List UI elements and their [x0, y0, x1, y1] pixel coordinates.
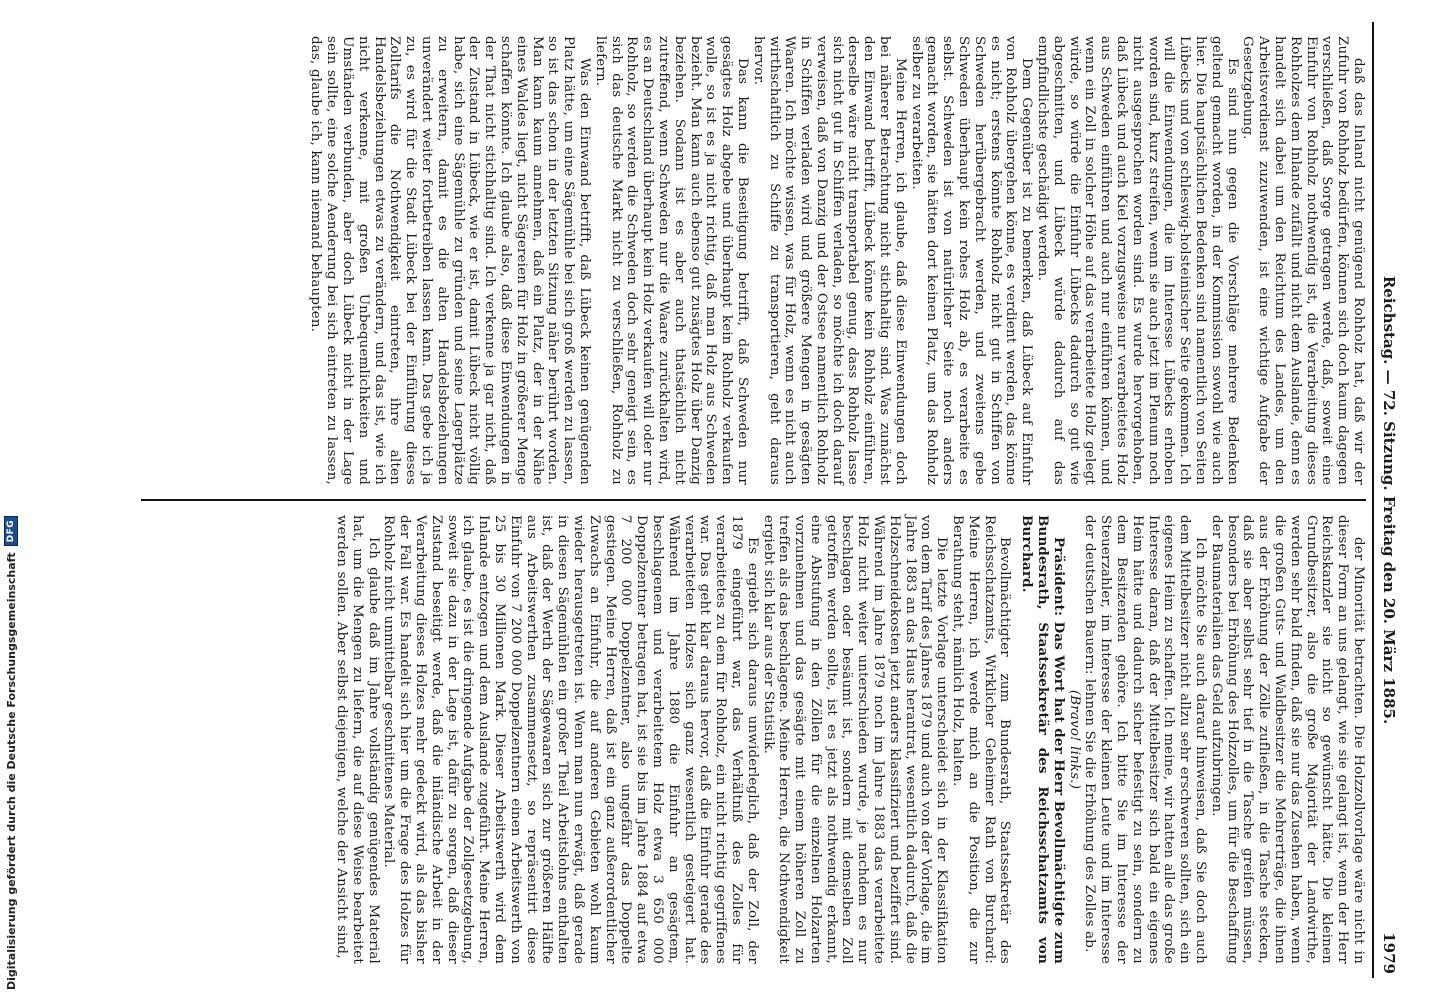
left-column [141, 22, 1366, 499]
paragraph: Die letzte Vorlage unterscheidet sich in der Klassifikation von dem Tarif des Jahres 1879 und auch von der Vorlage, die im Jahre 1883 an das Haus herantrat, wesentlich dadurch, daß die Holzschneidekosten jetzt anders klassifiziert und beziffert sind. Während im Jahre 1879 noch im Jahre 1883 das verarbeitete Holz nicht weiter unterschieden wurde, je nachdem es nur beschlagen oder besäumt ist, sondern mit demselben Zoll getroffen werden sollte, ist es jetzt als nothwendig erkannt, eine Abstufung in den Zöllen für die einzelnen Holzarten vorzunehmen und das gesägte mit einem höheren Zoll zu treffen als das beschlagene. Meine Herren, die Nothwendigkeit ergiebt sich klar aus der Statistik. [760, 515, 950, 964]
paragraph: der Minorität betrachten. Die Holzzollvorlage wäre nicht in dieser Form an uns gelangt, wie sie gelangt ist, wenn der Herr Reichskanzler sie nicht so gewünscht hätte. Die kleinen Grundbesitzer, also die große Majorität der Landwirthe, werden sehr bald finden, daß sie nur das Zusehen haben, wenn die großen Guts- und Waldbesitzer die Mehrerträge, die ihnen aus der Erhöhung der Zölle zufließen, in die Tasche stecken, daß sie aber selbst sehr tief in die Tasche greifen müssen, besonders bei Erhöhung des Holzzolles, um für die Beschaffung der Baumaterialien das Geld aufzubringen. [1208, 515, 1366, 964]
paragraph: Dem Gegenüber ist zu bemerken, daß Lübeck auf Einfuhr von Rohholz übergehen könne, es verdient werden, das könne es nicht; erstens könnte Rohholz nicht gut in Schiffen von Schweden herübergebracht werden, und zweitens gebe Schweden überhaupt kein rohes Holz ab, es verarbeite es selbst. Schweden ist von natürlicher Seite noch anders gemacht worden, sie hätten dort keinen Platz, um das Rohholz selber zu verarbeiten. [908, 36, 1035, 485]
credit-text: Digitalisierung gefördert durch die Deutsche Forschungsgemeinschaft [4, 552, 18, 990]
paragraph: Bevollmächtigter zum Bundesrath, Staatssekretär des Reichsschatzamts, Wirklicher Geheimer Rath von Burchard: Meine Herren, ich werde mich an die Position, die zur Berathung steht, nämlich Holz, halten. [950, 515, 1013, 964]
page-header [1374, 22, 1398, 978]
page-number: 1979 [1380, 932, 1398, 974]
text-columns [141, 22, 1366, 978]
page-title: Reichstag. — 72. Sitzung. Freitag den 20. März 1885. [1380, 275, 1398, 725]
paragraph: Ich möchte Sie auch darauf hinweisen, daß Sie doch auch dem Mittelbesitzer nicht allzu sehr erschweren sollten, sich ein eigenes Heim zu schaffen. Ich meine, wir hatten alle das große Interesse daran, daß der Mittelbesitzer sich bald ein eigenes Heim hätte und dadurch sicher befestigt zu sein, sondern zu dem Besitzenden gehöre. Ich bitte Sie im Interesse der Steuerzahler, im Interesse der kleinen Leute und im Interesse der deutschen Bauern: lehnen Sie die Erhöhung des Zolles ab. [1082, 515, 1209, 964]
paragraph: Was den Einwand betrifft, daß Lübeck keinen genügenden Platz hätte, um eine Sägemühle bei sich groß werden zu lassen, so ist das schon in der letzten Sitzung näher berührt worden. Man kann kaum annehmen, daß ein Platz, der in der Nähe eines Waldes liegt, nicht Sägereien für Holz in größerer Menge schaffen könnte. Ich glaube also, daß diese Einwendungen in der That nicht stichhaltig sind. Ich verkenne ja gar nicht, daß der Zustand in Lübeck, wie er ist, damit Lübeck nicht völlig habe, sich eine Sägemühle zu gründen und seine Lagerplätze zu erweitern, damit es die alten Handelsbeziehungen unverändert weiter fortbetreiben lassen kann. Das gebe ich ja zu, es wird für die Stadt Lübeck bei der Einführung dieses Zolltarifs die Nothwendigkeit eintreten, ihre alten Handelsbeziehungen etwas zu verändern, und das ist, wie ich nicht verkenne, mit großen Unbequemlichkeiten und Umständen verbunden, aber doch Lübeck nicht in der Lage sein sollte, eine solche Aenderung bei sich eintreten zu lassen, das, glaube ich, kann niemand behaupten. [308, 36, 592, 485]
paragraph: daß das Inland nicht genügend Rohholz hat, daß wir der Zufuhr von Rohholz bedürfen, können sich doch kaum dagegen verschließen, daß Sorge getragen werde, daß, soweit eine Einfuhr von Rohholz nothwendig ist, die Verarbeitung dieses Rohholzes dem Inlande zufällt und nicht dem Auslande, denn es handelt sich dabei um den Reichtum des Landes, um den Arbeitsverdienst zuzuwenden, ist eine wichtige Aufgabe der Gesetzgebung. [1240, 36, 1366, 485]
paragraph: Es sind nun gegen die Vorschläge mehrere Bedenken geltend gemacht worden, in der Kommission sowohl wie auch hier. Die hauptsächlichen Bedenken sind namentlich von Seiten Lübecks und von schleswig-holsteinischer Seite gekommen. Ich will die Einwendungen, die im Interesse Lübecks erhoben worden sind, kurz streifen, wenn sie auch jetzt im Plenum noch nicht ausgesprochen worden sind. Es wurde hervorgehoben, daß Lübeck und auch Kiel vorzugsweise nur verarbeitetes Holz aus Schweden einführen und auch nur einführen können, und wenn ein Zoll in solcher Höhe auf das verarbeitete Holz gelegt würde, so würde die Einfuhr Lübecks dadurch so gut wie abgeschnitten, und Lübeck würde dadurch auf das empfindlichste geschädigt werden. [1035, 36, 1240, 485]
document-page [106, 0, 1416, 1000]
paragraph: Das kann die Beseitigung betrifft, daß Schweden nur gesägtes Holz abgebe und überhaupt kein Rohholz verkaufen wolle, so ist es ja nicht richtig, daß man Holz aus Schweden bezieht. Man kann auch ebenso gut zusägtes Holz über Danzig beziehen. Sodann ist es aber auch thatsächlich nicht zutreffend, wenn Schweden nur die Waare zurückhalten wird, es an Deutschland überhaupt kein Holz verkaufen will oder nur Rohholz, so werden die Schweden doch sehr geneigt sein, es sich das deutsche Markt nicht zu verschließen, Rohholz zu liefern. [592, 36, 750, 485]
speaker-paragraph: Präsident: Das Wort hat der Herr Bevollmächtigte zum Bundesrath, Staatssekretär des Reichsschatzamts von Burchard. [1019, 515, 1067, 964]
dfg-logo-icon: DFG [4, 516, 18, 547]
paragraph: Meine Herren, ich glaube, daß diese Einwendungen doch bei näherer Betrachtung nicht stichhaltig sind. Was zunächst den Einwand betrifft, Lübeck könne kein Rohholz einführen, derselbe wäre nicht transportabel genug, dass Rohholz lasse sich nicht gut in Schiffen verladen, so möchte ich doch darauf verweisen, daß von Danzig und der Ostsee namentlich Rohholz in Schiffen verladen wird und größere Mengen in gesägten Waaren. Ich möchte wissen, was für Holz, wenn es nicht auch wirthschaftlich zu Schiffe zu transportieren, geht daraus hervor. [750, 36, 908, 485]
paragraph: Ich glaube daß im Jahre vollständig genügendes Material hat, um die Mengen zu liefern, die auf diese Weise bearbeitet werden sollen. Aber selbst diejenigen, welche der Ansicht sind, [334, 515, 381, 964]
right-column [141, 501, 1366, 978]
stage-direction: (Bravo! links.) [1066, 689, 1082, 790]
digitization-credit-sidebar [0, 0, 22, 1000]
paragraph: Es ergiebt sich daraus unwiderleglich, daß der Zoll, der 1879 eingeführt war, das Verhältniß des Zolles für verarbeitetes zu dem für Rohholz, ein nicht richtig gegriffenes war. Das geht klar daraus hervor, daß die Einfuhr gerade des verarbeiteten Holzes sich ganz wesentlich gesteigert hat. Während im Jahre 1880 die Einfuhr an gesägtem, beschlagenem und verarbeitetem Holz etwa 3 650 000 Doppelzentner betragen hat, ist sie bis im Jahre 1884 auf etwa 7 200 000 Doppelzentner, also ungefähr das Doppelte gestiegen. Meine Herren, daß ist ein ganz außerordentlicher Zuwachs an Einfuhr, die auf anderen Gebieten wohl kaum wieder herausgetreten ist. Wenn man nun erwägt, daß gerade in diesen Sägemühlen ein großer Theil Arbeitslohns enthalten ist, daß der Werth der Sägewaaren sich zur größeren Hälfte aus Arbeitswerthen zusammensetzt, so repräsentirt diese Einfuhr von 7 200 000 Doppelzentnern einen Arbeitswerth von 25 bis 30 Millionen Mark. Dieser Arbeitswerth wird dem Inlande entzogen und dem Auslande zugeführt. Meine Herren, ich glaube, es ist die dringende Aufgabe der Zollgesetzgebung, soweit sie dazu in der Lage ist, dafür zu sorgen, daß dieser Zustand beseitigt werde, daß die inländische Arbeit in der Verarbeitung dieses Holzes mehr gedeckt wird, als das bisher der Fall war. Es handelt sich hier um die Frage des Holzes für Rohholz nicht unmittelbar geschnittenes Material. [381, 515, 760, 964]
header-rule [1372, 22, 1374, 978]
digitization-credit [4, 516, 18, 990]
